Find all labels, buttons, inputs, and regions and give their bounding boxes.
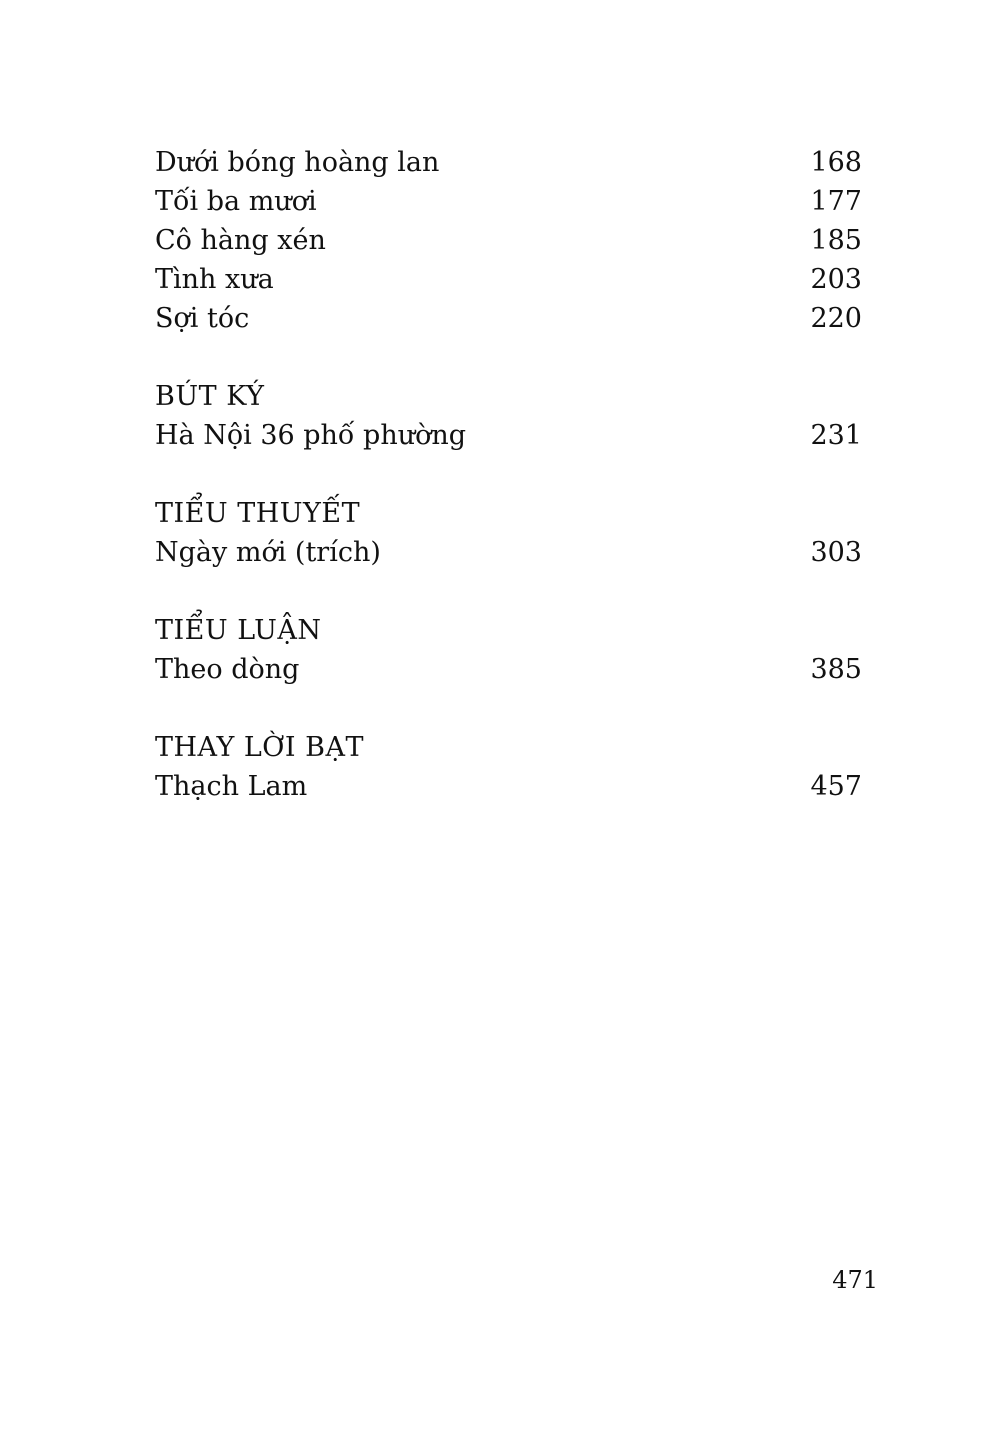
page-number: 471 bbox=[832, 1266, 878, 1294]
toc-entry bbox=[155, 650, 862, 689]
toc-entry bbox=[155, 221, 862, 260]
section-heading: TIỂU LUẬN bbox=[155, 615, 322, 646]
section-heading: THAY LỜI BẠT bbox=[155, 732, 365, 763]
table-of-contents bbox=[155, 143, 862, 806]
toc-entry-title: Sợi tóc bbox=[155, 303, 250, 334]
toc-entry-page: 231 bbox=[810, 420, 862, 451]
toc-entry-title: Tình xưa bbox=[155, 264, 274, 295]
toc-entry-title: Tối ba mươi bbox=[155, 186, 317, 217]
toc-entry bbox=[155, 182, 862, 221]
toc-entry bbox=[155, 143, 862, 182]
toc-section-but-ky bbox=[155, 377, 862, 455]
toc-entry-page: 177 bbox=[810, 186, 862, 217]
toc-entry-page: 220 bbox=[810, 303, 862, 334]
toc-section-tieu-luan bbox=[155, 611, 862, 689]
toc-entry-title: Thạch Lam bbox=[155, 771, 308, 802]
section-heading: TIỂU THUYẾT bbox=[155, 498, 361, 529]
toc-entry-title: Cô hàng xén bbox=[155, 225, 326, 256]
toc-entry-title: Hà Nội 36 phố phường bbox=[155, 420, 467, 451]
toc-entry bbox=[155, 767, 862, 806]
toc-section-thay-loi-bat bbox=[155, 728, 862, 806]
toc-entry bbox=[155, 299, 862, 338]
toc-entry-title: Theo dòng bbox=[155, 654, 300, 685]
toc-section-tieu-thuyet bbox=[155, 494, 862, 572]
toc-entry bbox=[155, 533, 862, 572]
toc-entry-page: 168 bbox=[810, 147, 862, 178]
toc-entry-page: 185 bbox=[810, 225, 862, 256]
toc-entry bbox=[155, 260, 862, 299]
toc-entry-page: 303 bbox=[810, 537, 862, 568]
toc-entry-page: 385 bbox=[810, 654, 862, 685]
toc-entry bbox=[155, 416, 862, 455]
toc-entry-title: Ngày mới (trích) bbox=[155, 537, 381, 568]
toc-entry-page: 457 bbox=[810, 771, 862, 802]
toc-entry-title: Dưới bóng hoàng lan bbox=[155, 147, 440, 178]
toc-entry-page: 203 bbox=[810, 264, 862, 295]
section-heading: BÚT KÝ bbox=[155, 381, 265, 412]
